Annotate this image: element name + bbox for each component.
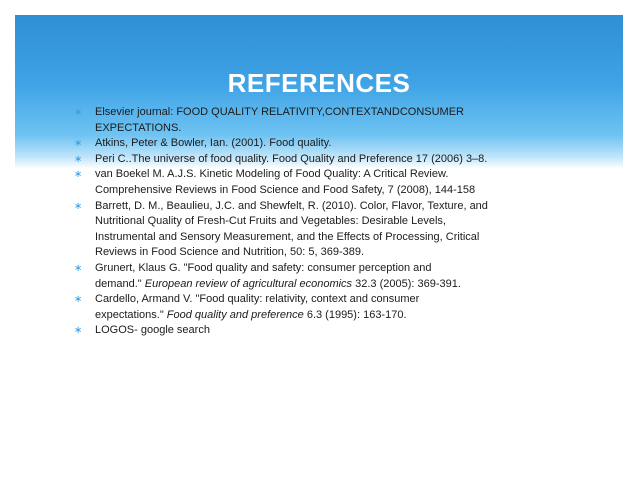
bullet-icon: ∗	[74, 294, 83, 306]
reference-item	[74, 152, 526, 168]
reference-line	[95, 308, 526, 324]
bullet-icon: ∗	[74, 262, 83, 274]
reference-text: expectations."	[95, 308, 167, 321]
journal-title: European review of agricultural economics	[144, 277, 353, 290]
reference-line	[95, 277, 526, 293]
reference-item	[74, 136, 526, 152]
reference-item	[74, 105, 526, 136]
bullet-icon: ∗	[74, 169, 83, 181]
reference-line: Reviews in Food Science and Nutrition, 50: 5, 369-389.	[95, 246, 365, 259]
reference-line: Elsevier journal: FOOD QUALITY RELATIVITY,CONTEXTANDCONSUMER	[95, 106, 464, 118]
bullet-icon: ∗	[74, 153, 83, 165]
reference-line: Atkins, Peter & Bowler, Ian. (2001). Food quality.	[95, 137, 332, 150]
bullet-icon: ∗	[74, 138, 83, 150]
bullet-icon: ∗	[74, 107, 83, 118]
reference-list	[74, 105, 526, 339]
reference-line: Cardello, Armand V. "Food quality: relativity, context and consumer	[95, 293, 420, 306]
reference-text: demand."	[95, 277, 145, 290]
reference-item	[74, 167, 526, 198]
reference-line: Instrumental and Sensory Measurement, and the Effects of Processing, Critical	[95, 230, 480, 243]
reference-item	[74, 323, 526, 339]
reference-line: Barrett, D. M., Beaulieu, J.C. and Shewfelt, R. (2010). Color, Flavor, Texture, and	[95, 199, 488, 212]
bullet-icon: ∗	[74, 200, 83, 212]
reference-text: 6.3 (1995): 163-170.	[303, 308, 407, 321]
reference-line: EXPECTATIONS.	[95, 121, 182, 134]
reference-line: LOGOS- google search	[95, 324, 210, 337]
bullet-icon: ∗	[74, 325, 83, 337]
journal-title: Food quality and preference	[166, 308, 304, 321]
reference-item	[74, 261, 526, 292]
reference-line: van Boekel M. A.J.S. Kinetic Modeling of Food Quality: A Critical Review.	[95, 168, 449, 181]
reference-line: Peri C..The universe of food quality. Food Quality and Preference 17 (2006) 3–8.	[95, 152, 488, 165]
reference-item	[74, 199, 526, 261]
slide-title: REFERENCES	[227, 68, 411, 98]
reference-line: Nutritional Quality of Fresh-Cut Fruits and Vegetables: Desirable Levels,	[95, 215, 446, 228]
reference-text: 32.3 (2005): 369-391.	[352, 277, 461, 290]
reference-item	[74, 292, 526, 323]
reference-line: Grunert, Klaus G. "Food quality and safety: consumer perception and	[95, 261, 432, 274]
reference-line: Comprehensive Reviews in Food Science and Food Safety, 7 (2008), 144-158	[95, 183, 476, 196]
